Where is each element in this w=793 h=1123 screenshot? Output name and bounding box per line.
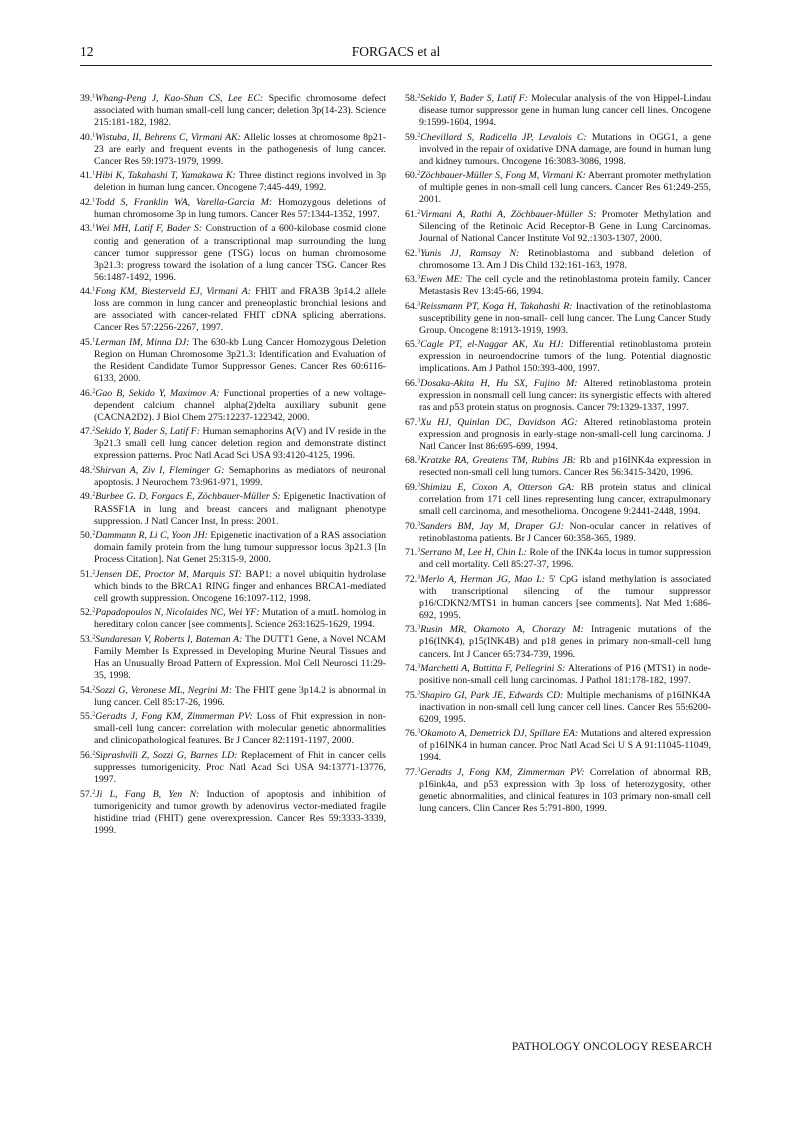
reference-text: Altered retinoblastoma protein expression and prognosis in early-stage non-small-cell lung carcinoma. J Natl Cancer Inst 86:695-699, 1994.	[419, 416, 712, 452]
reference-entry	[80, 711, 386, 747]
reference-superscript: 3	[417, 455, 421, 462]
reference-number: 65.	[405, 339, 418, 351]
reference-number: 44.	[80, 286, 93, 298]
reference-entry	[80, 569, 386, 605]
reference-number: 57.	[80, 788, 93, 800]
reference-superscript: 2	[92, 569, 96, 576]
reference-entry	[405, 132, 711, 168]
reference-number: 40.	[80, 131, 93, 143]
header-rule	[80, 65, 712, 66]
reference-text: Promoter Methylation and Silencing of the Retinoic Acid Receptor-B Gene in Lung Carcinomas. Journal of National Cancer Institute Vol 92.:1303-1307, 2000.	[419, 208, 711, 245]
reference-text: Non-ocular cancer in relatives of retinoblastoma patients. Br J Cancer 60:358-365, 1989.	[419, 520, 711, 544]
reference-entry	[80, 491, 386, 527]
reference-superscript: 2	[92, 685, 96, 692]
reference-number: 68.	[405, 455, 418, 467]
reference-superscript: 2	[92, 750, 96, 757]
reference-entry	[80, 223, 386, 283]
reference-superscript: 3	[417, 482, 421, 489]
reference-authors: Papadopoulos N, Nicolaides NC, Wei YF:	[95, 607, 260, 619]
reference-superscript: 3	[417, 624, 421, 631]
reference-number: 52.	[80, 607, 93, 619]
reference-text: Human semaphorins A(V) and IV reside in the 3p21.3 small cell lung cancer deletion region and demonstrate distinct expression patterns. Proc Natl Acad Sci USA 93:4120-4125, 1996.	[94, 426, 386, 462]
reference-text: Construction of a 600-kilobase cosmid clone contig and generation of a transcriptional map surrounding the lung cancer tumor suppressor gene (TSG) locus on human chromosome 3p21.3: progress toward the isolation of a lung cancer TSG. Cancer Res 56:1487-1492, 1996.	[94, 223, 386, 283]
reference-entry	[405, 728, 711, 764]
reference-entry	[80, 93, 386, 129]
reference-entry	[405, 339, 711, 375]
reference-text: The DUTT1 Gene, a Novel NCAM Family Member Is Expressed in Developing Murine Neural Tissues and Has an Unusually Broad Pattern of Expression. Mol Cell Neurosci 11:29-35, 1998.	[94, 633, 387, 682]
reference-number: 74.	[405, 663, 418, 675]
reference-entry	[80, 634, 386, 682]
reference-superscript: 1	[92, 93, 96, 100]
reference-text: Rb and p16INK4a expression in resected non-small cell lung tumors. Cancer Res 56:3415-3420, 1996.	[419, 455, 712, 479]
reference-text: Allelic losses at chromosome 8p21-23 are early and frequent events in the pathogenesis of lung cancer. Cancer Res 59:1973-1979, 1999.	[94, 131, 386, 167]
reference-entry	[80, 607, 386, 631]
reference-authors: Sanders BM, Jay M, Draper GJ:	[420, 520, 564, 532]
reference-number: 46.	[80, 387, 93, 399]
reference-entry	[80, 170, 386, 194]
reference-authors: Okamoto A, Demetrick DJ, Spillare EA:	[420, 728, 579, 740]
reference-number: 50.	[80, 530, 93, 542]
reference-entry	[405, 574, 711, 622]
reference-number: 66.	[405, 378, 418, 390]
reference-text: Three distinct regions involved in 3p deletion in human lung cancer. Oncogene 7:445-449, 1992.	[94, 170, 386, 194]
reference-text: The FHIT gene 3p14.2 is abnormal in lung cancer. Cell 85:17-26, 1996.	[94, 684, 386, 708]
reference-text: Functional properties of a new voltage-dependent calcium channel alpha(2)delta auxiliary subunit gene (CACNA2D2). J Biol Chem 275:12237-122342, 2000.	[94, 387, 387, 423]
reference-number: 67.	[405, 416, 418, 428]
reference-superscript: 3	[417, 521, 421, 528]
reference-entry	[405, 301, 711, 337]
reference-text: Epigenetic inactivation of a RAS association domain family protein from the lung tumour suppressor locus 3p21.3 [In Process Citation]. Nat Genet 25:315-9, 2000.	[94, 530, 386, 566]
reference-text: FHIT and FRA3B 3p14.2 allele loss are common in lung cancer and preneoplastic bronchial lesions and are associated with cancer-related FHIT cDNA splicing aberrations. Cancer Res 57:2256-2267, 1997.	[94, 286, 386, 334]
reference-superscript: 2	[92, 789, 96, 796]
reference-text: 5' CpG island methylation is associated with transcriptional silencing of the tumour suppressor p16/CDKN2/MTS1 in human cancers [see comments]. Nat Med 1:686-692, 1995.	[419, 573, 711, 621]
reference-number: 48.	[80, 464, 93, 476]
reference-text: BAP1: a novel ubiquitin hydrolase which binds to the BRCA1 RING finger and enhances BRCA1-mediated cell growth suppression. Oncogene 16:1097-112, 1998.	[94, 568, 386, 604]
reference-text: Role of the INK4a locus in tumor suppression and cell mortality. Cell 85:27-37, 1996.	[419, 547, 711, 571]
reference-text: Mutations and altered expression of p16INK4 in human cancer. Proc Natl Acad Sci U S A 91:11045-11049, 1994.	[419, 728, 711, 764]
reference-number: 51.	[80, 568, 93, 580]
reference-number: 49.	[80, 491, 93, 503]
reference-superscript: 2	[92, 530, 96, 537]
reference-authors: Geradts J, Fong KM, Zimmerman PV:	[420, 766, 585, 778]
reference-number: 77.	[405, 766, 418, 778]
reference-entry	[80, 337, 386, 385]
reference-text: Loss of Fhit expression in non-small-cell lung cancer: correlation with molecular genetic abnormalities and clinicopathological features. Br J Cancer 82:1191-1197, 2000.	[94, 711, 386, 747]
reference-entry	[405, 690, 711, 726]
reference-number: 73.	[405, 624, 418, 636]
reference-authors: Kratzke RA, Greatens TM, Rubins JB:	[420, 455, 577, 467]
reference-superscript: 2	[417, 93, 421, 100]
reference-authors: Sekido Y, Bader S, Latif F:	[95, 426, 201, 438]
reference-entry	[80, 465, 386, 489]
reference-authors: Lerman IM, Minna DJ:	[95, 336, 190, 348]
reference-text: The cell cycle and the retinoblastoma protein family. Cancer Metastasis Rev 13:45-66, 1994.	[419, 274, 711, 298]
reference-authors: Gao B, Sekido Y, Maximov A:	[95, 387, 220, 399]
reference-authors: Jensen DE, Proctor M, Marquis ST:	[95, 568, 242, 580]
reference-authors: Xu HJ, Quinlan DC, Davidson AG:	[420, 416, 578, 428]
reference-number: 69.	[405, 481, 418, 493]
reference-text: Replacement of Fhit in cancer cells suppresses tumorigenicity. Proc Natl Acad Sci USA 94:13771-13776, 1997.	[94, 749, 386, 785]
references-left-column	[80, 93, 386, 839]
reference-authors: Virmani A, Rathi A, Zöchbauer-Müller S:	[420, 208, 597, 220]
reference-text: The 630-kb Lung Cancer Homozygous Deletion Region on Human Chromosome 3p21.3: Identification and Evaluation of the Resident Candidate Tumor Suppressor Genes. Cancer Res 60:6116-6133, 2000.	[94, 336, 387, 385]
reference-superscript: 1	[92, 337, 96, 344]
reference-entry	[405, 663, 711, 687]
reference-text: Multiple mechanisms of p16INK4A inactivation in non-small cell lung cancer cell lines. Cancer Res 55:6200-6209, 1995.	[419, 689, 711, 725]
reference-entry	[405, 248, 711, 272]
reference-number: 61.	[405, 208, 418, 220]
reference-authors: Sundaresan V, Roberts I, Bateman A:	[95, 633, 243, 645]
reference-superscript: 3	[417, 378, 421, 385]
reference-entry	[405, 170, 711, 206]
reference-superscript: 2	[92, 388, 96, 395]
reference-text: Semaphorins as mediators of neuronal apoptosis. J Neurochem 73:961-971, 1999.	[94, 464, 386, 488]
reference-superscript: 3	[417, 339, 421, 346]
reference-superscript: 3	[417, 663, 421, 670]
reference-entry	[80, 426, 386, 462]
reference-number: 63.	[405, 274, 418, 286]
references-right-column	[405, 93, 711, 818]
reference-superscript: 3	[417, 574, 421, 581]
reference-superscript: 3	[417, 417, 421, 424]
reference-superscript: 2	[92, 465, 96, 472]
reference-authors: Todd S, Franklin WA, Varella-Garcia M:	[95, 196, 273, 208]
reference-entry	[405, 378, 711, 414]
reference-number: 59.	[405, 131, 418, 143]
reference-number: 47.	[80, 426, 93, 438]
reference-number: 72.	[405, 573, 418, 585]
reference-authors: Serrano M, Lee H, Chin L:	[420, 547, 527, 559]
reference-authors: Geradts J, Fong KM, Zimmerman PV:	[95, 711, 253, 723]
reference-number: 71.	[405, 547, 418, 559]
reference-entry	[80, 685, 386, 709]
reference-entry	[80, 789, 386, 837]
page-header	[80, 44, 712, 66]
reference-authors: Wei MH, Latif F, Bader S:	[95, 223, 203, 235]
reference-authors: Yunis JJ, Ramsay N:	[420, 247, 520, 259]
reference-superscript: 2	[92, 607, 96, 614]
reference-number: 76.	[405, 728, 418, 740]
reference-number: 62.	[405, 247, 418, 259]
reference-superscript: 3	[417, 274, 421, 281]
reference-superscript: 2	[92, 634, 96, 641]
reference-authors: Burbee G. D, Forgacs E, Zöchbauer-Müller S:	[95, 491, 281, 503]
reference-superscript: 2	[92, 711, 96, 718]
reference-superscript: 1	[92, 170, 96, 177]
reference-authors: Shirvan A, Ziv I, Fleminger G:	[95, 464, 225, 476]
reference-entry	[405, 547, 711, 571]
reference-entry	[405, 274, 711, 298]
reference-number: 64.	[405, 300, 418, 312]
reference-authors: Dosaka-Akita H, Hu SX, Fujino M:	[420, 378, 578, 390]
page-number: 12	[80, 44, 94, 59]
reference-authors: Reissmann PT, Koga H, Takahashi R:	[420, 300, 573, 312]
reference-authors: Sekido Y, Bader S, Latif F:	[420, 93, 528, 104]
reference-text: Epigenetic Inactivation of RASSF1A in lung and breast cancers and malignant phenotype suppression. J Natl Cancer Inst, In press: 2001.	[94, 491, 386, 527]
reference-superscript: 3	[417, 690, 421, 697]
reference-text: Aberrant promoter methylation of multiple genes in non-small cell lung cancers. Cancer Res 61:249-255, 2001.	[419, 170, 711, 206]
reference-text: Differential retinoblastoma protein expression in neuroendocrine tumors of the lung. Potential diagnostic implications. Am J Pathol 150:393-400, 1997.	[419, 339, 711, 375]
reference-authors: Dammann R, Li C, Yoon JH:	[95, 530, 208, 542]
reference-number: 75.	[405, 689, 418, 701]
reference-entry	[80, 197, 386, 221]
reference-text: Correlation of abnormal RB, p16ink4a, and p53 expression with 3p loss of heterozygosity, other genetic abnormalities, and clinical features in 103 primary non-small cell lung cancers. Clin Cancer Res 5:791-800, 1999.	[419, 766, 711, 815]
reference-authors: Ewen ME:	[420, 274, 463, 286]
reference-number: 39.	[80, 93, 93, 104]
reference-authors: Sozzi G, Veronese ML, Negrini M:	[95, 684, 233, 696]
reference-number: 43.	[80, 223, 93, 235]
reference-authors: Chevillard S, Radicella JP, Levalois C:	[420, 131, 587, 143]
reference-superscript: 2	[417, 170, 421, 177]
reference-text: Specific chromosome defect associated with human small-cell lung cancer; deletion 3p(14-23). Science 215:181-182, 1982.	[94, 93, 387, 129]
reference-superscript: 3	[417, 248, 421, 255]
reference-authors: Siprashvili Z, Sozzi G, Barnes LD:	[95, 749, 238, 761]
reference-authors: Wistuba, II, Behrens C, Virmani AK:	[95, 131, 241, 143]
reference-text: Mutations in OGG1, a gene involved in the repair of oxidative DNA damage, are found in human lung and kidney tumours. Oncogene 16:3083-3086, 1998.	[419, 131, 711, 167]
reference-entry	[80, 286, 386, 334]
reference-entry	[80, 750, 386, 786]
reference-authors: Shimizu E, Coxon A, Otterson GA:	[420, 481, 575, 493]
reference-authors: Ji L, Fang B, Yen N:	[95, 788, 200, 800]
reference-superscript: 1	[92, 286, 96, 293]
reference-authors: Cagle PT, el-Naggar AK, Xu HJ:	[420, 339, 564, 351]
reference-number: 56.	[80, 749, 93, 761]
reference-entry	[405, 209, 711, 245]
journal-footer: PATHOLOGY ONCOLOGY RESEARCH	[511, 1041, 712, 1053]
running-head: FORGACS et al	[351, 44, 441, 59]
reference-number: 58.	[405, 93, 418, 104]
reference-superscript: 2	[92, 491, 96, 498]
reference-number: 45.	[80, 336, 93, 348]
reference-text: Alterations of P16 (MTS1) in node-positive non-small cell lung carcinomas. J Pathol 181:178-182, 1997.	[419, 663, 711, 687]
reference-number: 55.	[80, 711, 93, 723]
reference-text: Inactivation of the retinoblastoma susceptibility gene in non-small- cell lung cancer. The Lung Cancer Study Group. Oncogene 8:1913-1919, 1993.	[419, 300, 712, 336]
reference-text: Molecular analysis of the von Hippel-Lindau disease tumor suppressor gene in human lung cancer cell lines. Oncogene 9:1599-1604, 1994.	[419, 93, 711, 129]
reference-entry	[405, 417, 711, 453]
reference-superscript: 3	[417, 728, 421, 735]
reference-number: 70.	[405, 520, 418, 532]
reference-superscript: 2	[417, 209, 421, 216]
reference-entry	[405, 624, 711, 660]
reference-superscript: 3	[417, 301, 421, 308]
reference-authors: Fong KM, Biesterveld EJ, Virmani A:	[95, 286, 251, 298]
reference-entry	[80, 530, 386, 566]
reference-authors: Zöchbauer-Müller S, Fong M, Virmani K:	[420, 170, 586, 182]
reference-text: Altered retinoblastoma protein expression in nonsmall cell lung cancer: its synergistic effects with altered ras and p53 protein status on prognosis. Cancer 79:1329-1337, 1997.	[419, 378, 712, 414]
reference-superscript: 1	[92, 132, 96, 139]
reference-authors: Marchetti A, Buttitta F, Pellegrini S:	[420, 663, 566, 675]
reference-authors: Shapiro GI, Park JE, Edwards CD:	[420, 689, 564, 701]
reference-superscript: 3	[417, 547, 421, 554]
reference-authors: Merlo A, Herman JG, Mao L:	[420, 573, 545, 585]
reference-superscript: 1	[92, 223, 96, 230]
reference-number: 54.	[80, 684, 93, 696]
reference-text: Induction of apoptosis and inhibition of tumorigenicity and tumor growth by adenovirus vector-mediated fragile histidine triad (FHIT) gene overexpression. Cancer Res 59:3333-3339, 1999.	[94, 788, 386, 836]
reference-entry	[405, 767, 711, 815]
reference-authors: Hibi K, Takahashi T, Yamakawa K:	[95, 170, 236, 182]
reference-text: Retinoblastoma and subband deletion of chromosome 13. Am J Dis Child 132:161-163, 1978.	[419, 247, 711, 271]
reference-text: RB protein status and clinical correlation from 171 cell lines representing lung cancer, extrapulmonary small cell carcinoma, and mesothelioma. Oncogene 9:2441-2448, 1994.	[419, 481, 712, 517]
reference-entry	[405, 455, 711, 479]
reference-number: 42.	[80, 196, 93, 208]
reference-entry	[405, 521, 711, 545]
reference-text: Intragenic mutations of the p16(INK4), p15(INK4B) and p18 genes in primary non-small-cell lung cancers. Int J Cancer 65:734-739, 1996.	[419, 624, 711, 660]
reference-number: 60.	[405, 170, 418, 182]
reference-entry	[80, 132, 386, 168]
reference-entry	[405, 482, 711, 518]
reference-text: Mutation of a mutL homolog in hereditary colon cancer [see comments]. Science 263:1625-1629, 1994.	[94, 607, 386, 631]
reference-superscript: 2	[92, 426, 96, 433]
reference-entry	[80, 388, 386, 424]
reference-number: 53.	[80, 633, 93, 645]
reference-superscript: 2	[417, 132, 421, 139]
reference-superscript: 3	[417, 767, 421, 774]
reference-number: 41.	[80, 170, 93, 182]
reference-text: Homozygous deletions of human chromosome 3p in lung tumors. Cancer Res 57:1344-1352, 1997.	[94, 196, 386, 220]
reference-entry	[405, 93, 711, 129]
reference-authors: Rusin MR, Okamoto A, Chorazy M:	[420, 624, 584, 636]
reference-superscript: 1	[92, 197, 96, 204]
reference-authors: Whang-Peng J, Kao-Shan CS, Lee EC:	[95, 93, 264, 104]
